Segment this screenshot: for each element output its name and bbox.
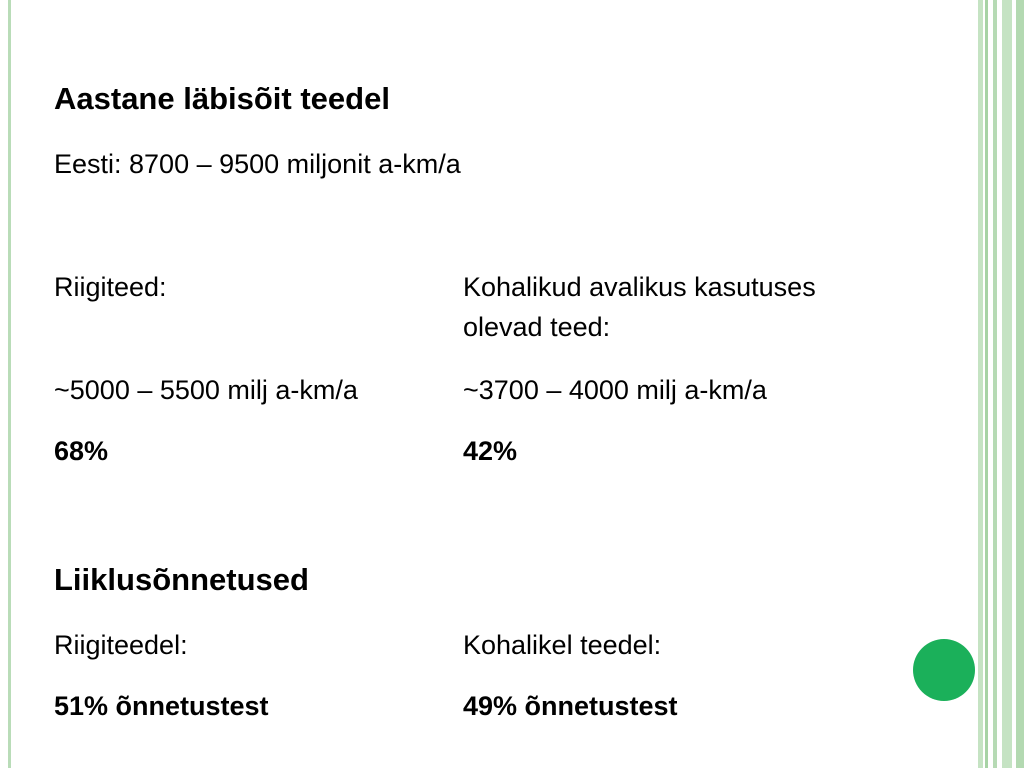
frame-stripe-right: [985, 0, 988, 768]
frame-stripe-right: [978, 0, 983, 768]
frame-stripe-right: [1002, 0, 1012, 768]
frame-stripe-right: [1016, 0, 1024, 768]
total-mileage-text: Eesti: 8700 – 9500 miljonit a-km/a: [54, 149, 461, 179]
state-roads-percent: 68%: [54, 436, 109, 466]
state-roads-accidents-share: 51% õnnetustest: [54, 691, 269, 721]
state-roads-mileage: ~5000 – 5500 milj a-km/a: [54, 375, 358, 405]
frame-stripe-right: [993, 0, 997, 768]
state-roads-accidents-label: Riigiteedel:: [54, 630, 188, 660]
local-roads-mileage: ~3700 – 4000 milj a-km/a: [463, 375, 767, 405]
frame-stripe-left: [8, 0, 11, 768]
local-roads-accidents-share: 49% õnnetustest: [463, 691, 678, 721]
local-roads-label: Kohalikud avalikus kasutuses olevad teed:: [463, 272, 816, 342]
state-roads-label: Riigiteed:: [54, 272, 167, 302]
accent-dot: [913, 639, 975, 701]
section-heading-mileage: Aastane läbisõit teedel: [54, 81, 390, 116]
local-roads-percent: 42%: [463, 436, 518, 466]
local-roads-accidents-label: Kohalikel teedel:: [463, 630, 662, 660]
section-heading-accidents: Liiklusõnnetused: [54, 562, 309, 597]
